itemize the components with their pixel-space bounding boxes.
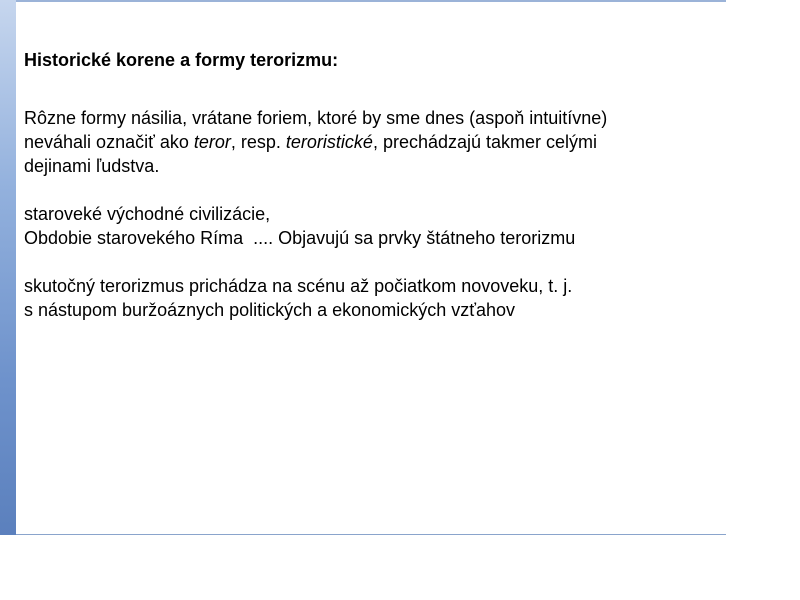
text-line: staroveké východné civilizácie, xyxy=(24,204,271,224)
slide-content xyxy=(24,46,714,322)
italic-term-teror: teror xyxy=(193,132,231,152)
text-line: skutočný terorizmus prichádza na scénu až počiatkom novoveku, t. j. xyxy=(24,276,573,296)
text-line: Obdobie starovekého Ríma .... Objavujú sa prvky štátneho terorizmu xyxy=(24,228,576,248)
text-run: , prechádzajú takmer celými xyxy=(372,132,598,152)
slide-title: Historické korene a formy terorizmu: xyxy=(24,50,339,70)
bottom-border xyxy=(16,534,726,535)
text-run: , resp. xyxy=(230,132,286,152)
paragraph-historical-forms xyxy=(24,106,714,178)
paragraph-ancient xyxy=(24,202,714,250)
left-accent-bar xyxy=(0,0,16,535)
top-border xyxy=(0,0,726,2)
italic-term-teroristicke: teroristické xyxy=(285,132,373,152)
text-line xyxy=(24,130,714,154)
text-line: s nástupom buržoáznych politických a ekonomických vzťahov xyxy=(24,300,515,320)
paragraph-modern xyxy=(24,274,714,322)
text-line: Rôzne formy násilia, vrátane foriem, ktoré by sme dnes (aspoň intuitívne) xyxy=(24,108,608,128)
text-line: dejinami ľudstva. xyxy=(24,156,160,176)
text-run: neváhali označiť ako xyxy=(24,132,194,152)
